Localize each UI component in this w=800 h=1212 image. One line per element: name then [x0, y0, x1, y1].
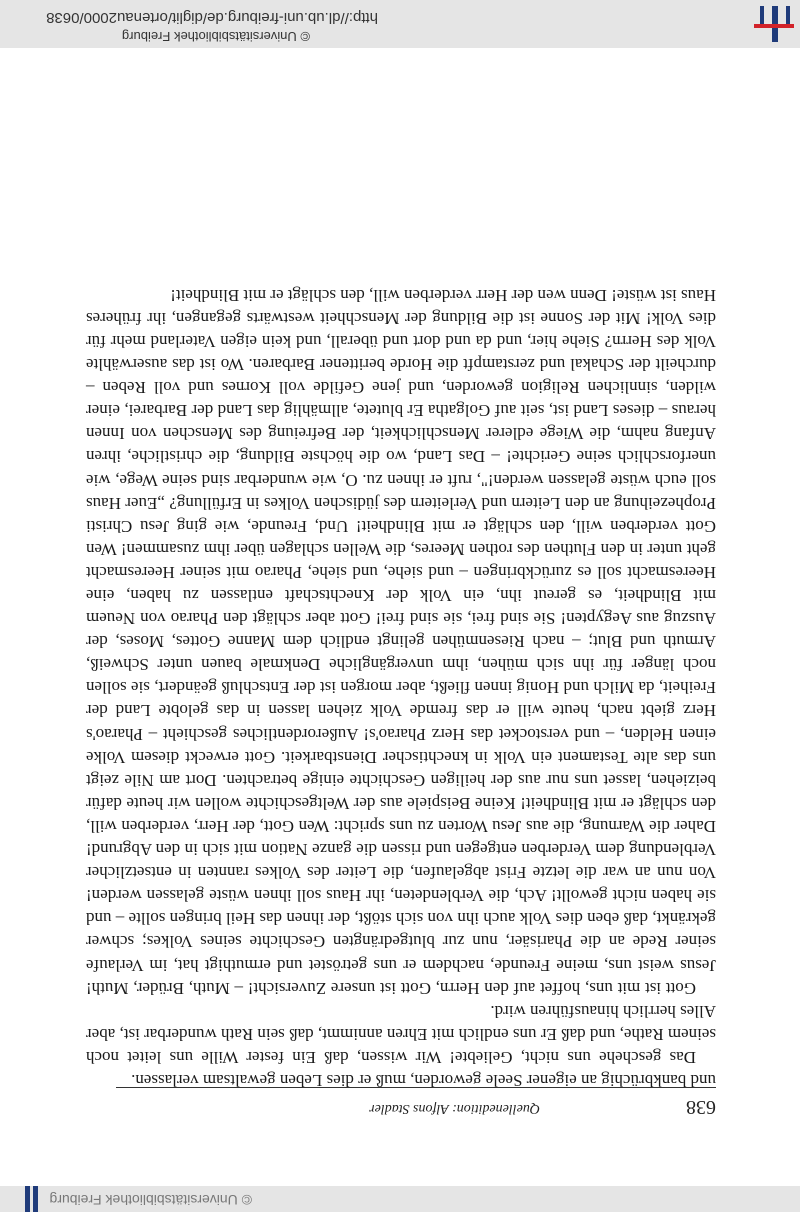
- running-title: Quellenedition: Alfons Stadler: [369, 1101, 540, 1116]
- page-number: 638: [686, 1096, 716, 1118]
- footer-bar: [0, 1186, 800, 1212]
- header-credit: © Universitätsbibliothek Freiburg: [121, 29, 310, 44]
- running-head: [84, 1098, 716, 1118]
- document-page: [80, 84, 716, 1164]
- body-text: [86, 284, 716, 1092]
- ub-freiburg-logo-icon: [754, 6, 794, 42]
- paragraph: Gott ist mit uns, hoffet auf den Herrn, Gott ist unsere Zuversicht! – Muth, Brüder, Muth! Jesus weist uns, meine Freunde, nachdem er uns getröstet und ermuthigt hat, im Verlaufe seiner Rede an die Pharisäer, nun zur blutgedrängten Geschichte seines Volkes; schwer gekränkt, daß eben dies Volk auch ihn von sich stößt, der ihnen das Heil bringen sollte – und sie haben nicht gewollt! Ach, die Verblendeten, ihr Haus soll ihnen wüste gelassen werden! Von nun an war die letzte Frist abgelaufen, die Leiter des Volkes rannten in entsetzlicher Verblendung dem Verderben entgegen und rissen die ganze Nation mit sich in den Abgrund! Daher die Warnung, die aus Jesu Worten zu uns spricht: Wen Gott, der Herr, verderben will, den schlägt er mit Blindheit! Keine Beispiele aus der Weltgeschichte wollen wir heute dafür beiziehen, lasset uns nur aus der heiligen Geschichte einige betrachten. Dort am Nile zeigt uns das alte Testament ein Volk in knechtischer Dienstbarkeit. Gott erweckt diesem Volke einen Helden, – und verstocket das Herz Pharao's! Außerordentliches geschieht – Pharao's Herz giebt nach, heute will er das fremde Volk ziehen lassen in das gelobte Land der Freiheit, da Milch und Honig innen fließt, aber morgen ist der Entschluß geändert, sie sollen noch länger für ihn sich mühen, ihm unvergängliche Denkmale bauen unter Schweiß, Armuth und Blut; – nach Riesenmühen gelingt endlich dem Manne Gottes, Moses, der Auszug aus Aegypten! Sie sind frei, sie sind frei! Gott aber schlägt den Pharao von Neuem mit Blindheit, es gereut ihn, ein Volk der Knechtschaft entlassen zu haben, eine Heeresmacht soll es zurückbringen – und siehe, und siehe, Pharao mit seiner Heeresmacht geht unter in den Fluthen des rothen Meeres, die Wellen schlagen über ihm zusammen! Wen Gott verderben will, den schlägt er mit Blindheit! Und, Freunde, wie ging Jesu Christi Prophezeihung an den Leitern und Verleitern des jüdischen Volkes in Erfüllung? „Euer Haus soll euch wüste gelassen werden!", ruft er ihnen zu. O, wie wunderbar sind seine Wege, wie unerforschlich seine Gerichte! – Das Land, wo die höchste Bildung, die christliche, ihren Anfang nahm, die Wiege edlerer Menschlichkeit, der Befreiung des Menschen von Innen heraus – dieses Land ist, seit auf Golgatha Er blutete, allmählig das Land der Barbarei, einer wilden, sinnlichen Religion geworden, und jene Gefilde voll Kornes und voll Reben – durcheilt der Schakal und zerstampft die Horde berittener Barbaren. Wo ist das auserwählte Volk des Herrn? Siehe hier, und da und dort und überall, und kein eigen Vaterland mehr für dies Volk! Mit der Sonne ist die Bildung der Menschheit westwärts gegangen, ihr früheres Haus ist wüste! Denn wen der Herr verderben will, den schlägt er mit Blindheit!: [86, 285, 716, 998]
- footer-credit: © Universitätsbibliothek Freiburg: [49, 1192, 252, 1208]
- header-bar: [0, 0, 800, 48]
- page-url[interactable]: http://dl.ub.uni-freiburg.de/diglit/ortenau2000/0638: [46, 9, 378, 26]
- paragraph: und bankbrüchig an eigener Seele geworden, muß er dies Leben gewaltsam verlassen.: [131, 1071, 716, 1090]
- paragraph: Das geschehe uns nicht, Geliebte! Wir wissen, daß Ein fester Wille uns leitet noch seinem Rathe, und daß Er uns endlich mit Ehren annimmt, daß sein Rath wunderbar ist, aber Alles herrlich hinausführen wird.: [86, 1001, 716, 1067]
